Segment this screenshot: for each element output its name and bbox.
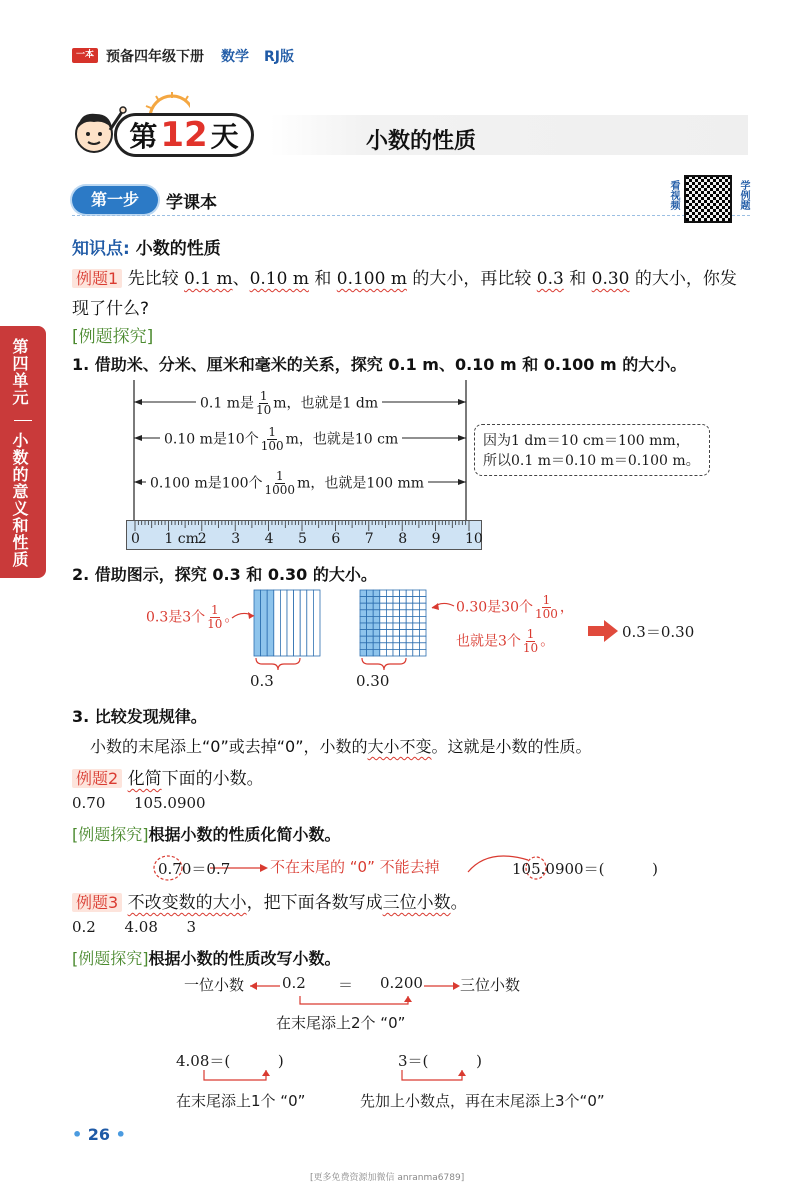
hundredth-cell xyxy=(373,630,380,637)
hundredth-cell xyxy=(419,623,426,630)
rule-text-a: 小数的末尾添上“0”或去掉“0”，小数的 xyxy=(90,737,368,756)
hundredth-cell xyxy=(413,623,420,630)
ex2-keyword: 化简 xyxy=(127,769,162,789)
ex3-explore xyxy=(72,946,341,969)
hundredth-cell xyxy=(400,649,407,656)
hundredth-cell xyxy=(406,636,413,643)
ex3-question-2: 3＝( ) xyxy=(398,1052,482,1070)
grid-right-note-2 xyxy=(456,628,554,655)
note-line-1: 因为1 dm＝10 cm＝100 mm， xyxy=(483,433,690,449)
equality-note-box xyxy=(474,424,710,476)
hundredth-cell xyxy=(373,623,380,630)
ex1-explore-label: [例题探究] xyxy=(72,327,154,347)
hundredth-cell xyxy=(380,590,387,597)
row1-text-a: 0.1 m是 xyxy=(200,395,254,412)
decimal-property-rule xyxy=(90,734,592,757)
ex1-value-1: 0.1 m xyxy=(184,269,233,289)
hundredth-cell xyxy=(373,590,380,597)
section-2-title: 2. 借助图示，探究 0.3 和 0.30 的大小。 xyxy=(72,565,377,584)
header-book-title: 预备四年级下册 xyxy=(106,49,204,65)
ruler-label: 9 xyxy=(431,531,441,547)
hundredth-cell xyxy=(386,623,393,630)
knowledge-point xyxy=(72,234,221,259)
qr-caption-right: 学例题 xyxy=(738,180,749,210)
header-subject: 数学 xyxy=(221,49,249,65)
ruler xyxy=(126,520,482,550)
ex1-text-2: 的大小，再比较 xyxy=(412,269,532,289)
step-divider xyxy=(72,215,750,216)
ruler-label: 0 xyxy=(131,531,140,547)
hundredth-cell xyxy=(413,610,420,617)
ruler-label: 8 xyxy=(398,531,408,547)
hundredth-cell xyxy=(400,616,407,623)
ex1-text-1: 先比较 xyxy=(127,269,179,289)
ex3-explore-text: 根据小数的性质改写小数。 xyxy=(148,949,341,968)
hundredth-cell xyxy=(367,636,374,643)
lesson-title: 小数的性质 xyxy=(366,129,477,154)
ex1-value-2: 0.10 m xyxy=(249,269,309,289)
hundredth-cell xyxy=(419,610,426,617)
hundredth-cell xyxy=(380,636,387,643)
ex2-text: 下面的小数。 xyxy=(161,769,264,789)
hundredth-cell xyxy=(393,610,400,617)
hundredth-cell xyxy=(360,603,367,610)
hundredth-cell xyxy=(419,590,426,597)
page-number: • 26 • xyxy=(72,1125,126,1144)
measure-row-1 xyxy=(196,390,382,417)
hundredth-cell xyxy=(367,630,374,637)
tenth-strip xyxy=(287,590,294,656)
ex3-three-places: 三位小数 xyxy=(460,976,521,994)
hundredth-cell xyxy=(373,597,380,604)
left-note-text: 0.3是3个 xyxy=(146,609,206,626)
side-tab-divider xyxy=(14,420,32,421)
hundredth-cell xyxy=(406,623,413,630)
hundredth-cell xyxy=(400,590,407,597)
header-edition: RJ版 xyxy=(264,49,294,65)
ex1-line-2: 现了什么? xyxy=(72,299,150,319)
ex2-equation-1: 0.70＝0.7 xyxy=(158,860,231,878)
right-note-1-text: 0.30是30个 xyxy=(456,599,533,616)
qr-code-icon[interactable] xyxy=(684,175,732,223)
q2-bracket xyxy=(396,1068,476,1084)
ex2-explore-label: [例题探究] xyxy=(72,825,149,844)
title-banner-strip xyxy=(270,115,748,155)
hundredth-cell xyxy=(406,616,413,623)
row1-denominator: 10 xyxy=(256,403,272,417)
tenth-strip xyxy=(313,590,320,656)
row2-numerator: 1 xyxy=(268,425,276,439)
ex2-zero-note: 不在末尾的 “0” 不能去掉 xyxy=(270,858,440,876)
hundredth-cell xyxy=(419,649,426,656)
hundredth-cell xyxy=(406,597,413,604)
hundredth-cell xyxy=(393,630,400,637)
right-note-2-denominator: 10 xyxy=(522,641,539,655)
hundredth-cell xyxy=(367,643,374,650)
hundredth-cell xyxy=(380,616,387,623)
ex3-caption-2: 先加上小数点，再在末尾添上3个“0” xyxy=(360,1092,605,1110)
hundredth-cell xyxy=(386,610,393,617)
step-pill: 第一步 xyxy=(72,186,158,214)
hundredth-cell xyxy=(380,597,387,604)
ex3-keyword-2: 三位小数 xyxy=(382,893,451,913)
hundredth-cell xyxy=(373,643,380,650)
hundredth-cell xyxy=(360,649,367,656)
row2-text-a: 0.10 m是10个 xyxy=(164,431,259,448)
measure-row-3 xyxy=(146,470,428,497)
day-number: 12 xyxy=(160,115,208,155)
hundredth-cell xyxy=(393,616,400,623)
right-note-1-fraction xyxy=(535,594,558,621)
hundredth-cell xyxy=(373,649,380,656)
ex1-value-4: 0.3 xyxy=(536,269,564,289)
right-note-2-fraction xyxy=(523,628,538,655)
hundredth-cell xyxy=(406,610,413,617)
tenths-grid xyxy=(254,590,320,656)
tenth-strip xyxy=(267,590,274,656)
ex1-value-5: 0.30 xyxy=(591,269,630,289)
ex1-text-3: 的大小，你发 xyxy=(634,269,737,289)
grid-caption-right: 0.30 xyxy=(356,672,390,690)
ex1-sep: 、 xyxy=(232,269,250,289)
hundredth-cell xyxy=(419,603,426,610)
hundredth-cell xyxy=(386,616,393,623)
hundredth-cell xyxy=(393,603,400,610)
knowledge-topic: 小数的性质 xyxy=(135,239,221,259)
hundredth-cell xyxy=(367,590,374,597)
ruler-label: 6 xyxy=(331,531,341,547)
hundredth-cell xyxy=(413,590,420,597)
hundredth-cell xyxy=(360,610,367,617)
row2-denominator: 100 xyxy=(260,439,284,453)
step-title: 学课本 xyxy=(166,193,217,213)
hundredth-cell xyxy=(413,603,420,610)
ex2-explore xyxy=(72,822,341,845)
measure-row-2 xyxy=(160,426,402,453)
hundredth-cell xyxy=(360,636,367,643)
ex3-bracket xyxy=(296,994,416,1008)
hundredth-cell xyxy=(406,630,413,637)
section-3-title: 3. 比较发现规律。 xyxy=(72,707,207,726)
hundredth-cell xyxy=(400,597,407,604)
tenth-strip xyxy=(307,590,314,656)
hundredth-cell xyxy=(380,649,387,656)
right-note-2-text: 也就是3个 xyxy=(456,633,521,650)
row3-numerator: 1 xyxy=(275,469,284,483)
ruler-label: 3 xyxy=(231,531,241,547)
arrow-to-three-places xyxy=(420,976,464,996)
ruler-label: 4 xyxy=(264,531,274,547)
hundredth-cell xyxy=(400,610,407,617)
ex3-one-place: 一位小数 xyxy=(184,976,245,994)
note-line-2: 所以0.1 m＝0.10 m＝0.100 m。 xyxy=(483,453,700,469)
hundredth-cell xyxy=(373,610,380,617)
hundredth-cell xyxy=(406,643,413,650)
row1-text-b: m，也就是1 dm xyxy=(273,395,379,412)
side-tab-unit-name: 小数的意义和性质 xyxy=(10,432,29,568)
hundredth-cell xyxy=(413,649,420,656)
grid-caption-left: 0.3 xyxy=(250,672,274,690)
hundredth-cell xyxy=(360,623,367,630)
row2-text-b: m，也就是10 cm xyxy=(285,431,399,448)
hundredth-cell xyxy=(367,597,374,604)
hundredth-cell xyxy=(386,636,393,643)
right-note-1-numerator: 1 xyxy=(542,593,551,607)
hundredth-cell xyxy=(413,636,420,643)
example-2-label: 例题2 xyxy=(72,769,122,788)
ruler-label: 10 xyxy=(465,531,483,547)
hundredth-cell xyxy=(386,590,393,597)
brace-right xyxy=(362,658,406,670)
left-note-denominator: 10 xyxy=(207,617,223,631)
hundredth-cell xyxy=(367,649,374,656)
ex3-value-a: 0.2 xyxy=(282,974,306,992)
arrow-to-tenths-grid xyxy=(230,604,260,628)
tenth-strip xyxy=(280,590,287,656)
ruler-label: 5 xyxy=(298,531,307,547)
brace-left xyxy=(256,658,300,670)
ex2-numbers: 0.70 105.0900 xyxy=(72,794,206,812)
q1-bracket xyxy=(200,1068,280,1084)
hundredth-cell xyxy=(386,643,393,650)
right-note-1-end: ， xyxy=(559,599,574,616)
left-note-end: 。 xyxy=(224,609,239,626)
ex1-value-3: 0.100 m xyxy=(336,269,407,289)
ruler-label: 7 xyxy=(364,531,374,547)
ex2-equation-2: 105.0900＝( ) xyxy=(512,860,658,878)
result-arrow-icon xyxy=(588,620,618,642)
rule-highlight: 大小不变 xyxy=(367,737,432,756)
left-note-fraction xyxy=(207,604,222,631)
hundredth-cell xyxy=(393,643,400,650)
hundredth-cell xyxy=(367,616,374,623)
side-tab-unit: 第四单元 xyxy=(10,338,29,406)
right-note-2-end: 。 xyxy=(540,633,555,650)
hundredths-grid xyxy=(360,590,426,656)
note-arrowhead-left xyxy=(260,864,268,872)
ex3-diagram xyxy=(184,974,244,995)
ex3-keyword-1: 不改变数的大小 xyxy=(127,893,247,913)
hundredth-cell xyxy=(413,597,420,604)
ex2-explore-text: 根据小数的性质化简小数。 xyxy=(148,825,341,844)
ex3-text-1: ，把下面各数写成 xyxy=(246,893,383,913)
rule-text-c: 。这就是小数的性质。 xyxy=(431,737,592,756)
ex3-caption-1: 在末尾添上1个 “0” xyxy=(176,1092,306,1110)
ex3-equals: ＝ xyxy=(338,976,354,994)
row3-denominator: 1000 xyxy=(264,483,296,497)
hundredth-cell xyxy=(380,603,387,610)
arrow-to-one-place xyxy=(244,976,284,996)
hundredth-cell xyxy=(360,616,367,623)
hundredth-cell xyxy=(367,610,374,617)
example-3-label: 例题3 xyxy=(72,893,122,912)
section-1-title: 1. 借助米、分米、厘米和毫米的关系，探究 0.1 m、0.10 m 和 0.100 m 的大小。 xyxy=(72,355,687,374)
hundredth-cell xyxy=(360,590,367,597)
right-note-1-denominator: 100 xyxy=(535,607,558,621)
grid-result: 0.3＝0.30 xyxy=(622,623,695,641)
tenth-strip xyxy=(274,590,281,656)
example-1-label: 例题1 xyxy=(72,269,122,288)
hundredth-cell xyxy=(367,603,374,610)
hundredth-cell xyxy=(419,630,426,637)
hundredth-cell xyxy=(419,636,426,643)
hundredth-cell xyxy=(360,643,367,650)
hundredth-cell xyxy=(406,590,413,597)
hundredth-cell xyxy=(380,630,387,637)
footer-watermark: [更多免费资源加微信 anranma6789] xyxy=(310,1173,465,1183)
tenth-strip xyxy=(294,590,301,656)
grid-left-note xyxy=(146,604,238,631)
hundredth-cell xyxy=(393,597,400,604)
hundredth-cell xyxy=(406,603,413,610)
hundredth-cell xyxy=(380,610,387,617)
hundredth-cell xyxy=(406,649,413,656)
hundredth-cell xyxy=(386,649,393,656)
ex1-and-1: 和 xyxy=(314,269,332,289)
hundredth-cell xyxy=(360,597,367,604)
ex3-text-2: 。 xyxy=(450,893,468,913)
hundredth-cell xyxy=(380,643,387,650)
day-suffix: 天 xyxy=(210,120,239,153)
tenth-strip xyxy=(261,590,268,656)
ex3-question-1: 4.08＝( ) xyxy=(176,1052,284,1070)
hundredth-cell xyxy=(386,630,393,637)
hundredth-cell xyxy=(393,623,400,630)
hundredth-cell xyxy=(373,616,380,623)
ruler-label: 1 cm xyxy=(164,531,199,547)
ex3-numbers: 0.2 4.08 3 xyxy=(72,918,197,936)
ex3-caption: 在末尾添上2个 “0” xyxy=(276,1014,406,1032)
hundredth-cell xyxy=(413,630,420,637)
qr-caption-left: 看视频 xyxy=(668,180,679,210)
knowledge-label: 知识点: xyxy=(72,239,130,259)
left-note-numerator: 1 xyxy=(210,603,219,617)
hundredth-cell xyxy=(393,649,400,656)
hundredth-cell xyxy=(413,616,420,623)
ex3-value-b: 0.200 xyxy=(380,974,423,992)
page-number-value: 26 xyxy=(87,1125,111,1144)
hundredth-cell xyxy=(400,630,407,637)
hundredth-cell xyxy=(373,603,380,610)
hundredth-cell xyxy=(367,623,374,630)
example-3-question xyxy=(72,888,468,913)
hundredth-cell xyxy=(393,636,400,643)
example-2-question xyxy=(72,764,264,789)
ex1-and-2: 和 xyxy=(569,269,587,289)
day-badge xyxy=(114,113,254,157)
hundredth-cell xyxy=(386,597,393,604)
hundredth-cell xyxy=(360,630,367,637)
row3-text-a: 0.100 m是100个 xyxy=(150,475,263,492)
hundredth-cell xyxy=(400,623,407,630)
ruler-label: 2 xyxy=(197,531,207,547)
row3-fraction xyxy=(265,470,296,497)
hundredth-cell xyxy=(373,636,380,643)
ex3-explore-label: [例题探究] xyxy=(72,949,149,968)
hundredth-cell xyxy=(400,636,407,643)
hundredth-cell xyxy=(419,616,426,623)
hundredth-cell xyxy=(386,603,393,610)
arrow-from-hundredths-grid xyxy=(428,596,458,616)
hundredth-cell xyxy=(419,597,426,604)
hundredth-cell xyxy=(413,643,420,650)
hundredth-cell xyxy=(419,643,426,650)
example-1-question xyxy=(72,264,737,289)
hundredth-cell xyxy=(400,643,407,650)
right-note-2-numerator: 1 xyxy=(526,627,535,641)
hundredth-cell xyxy=(400,603,407,610)
row2-fraction xyxy=(261,426,284,453)
row1-numerator: 1 xyxy=(259,389,268,403)
brand-logo: 一本 xyxy=(72,48,98,63)
hundredth-cell xyxy=(393,590,400,597)
tenth-strip xyxy=(300,590,307,656)
row3-text-b: m，也就是100 mm xyxy=(297,475,425,492)
grid-right-note-1 xyxy=(456,594,574,621)
hundredth-cell xyxy=(380,623,387,630)
row1-fraction xyxy=(256,390,271,417)
day-prefix: 第 xyxy=(129,120,158,153)
grid-diagrams xyxy=(240,588,450,678)
